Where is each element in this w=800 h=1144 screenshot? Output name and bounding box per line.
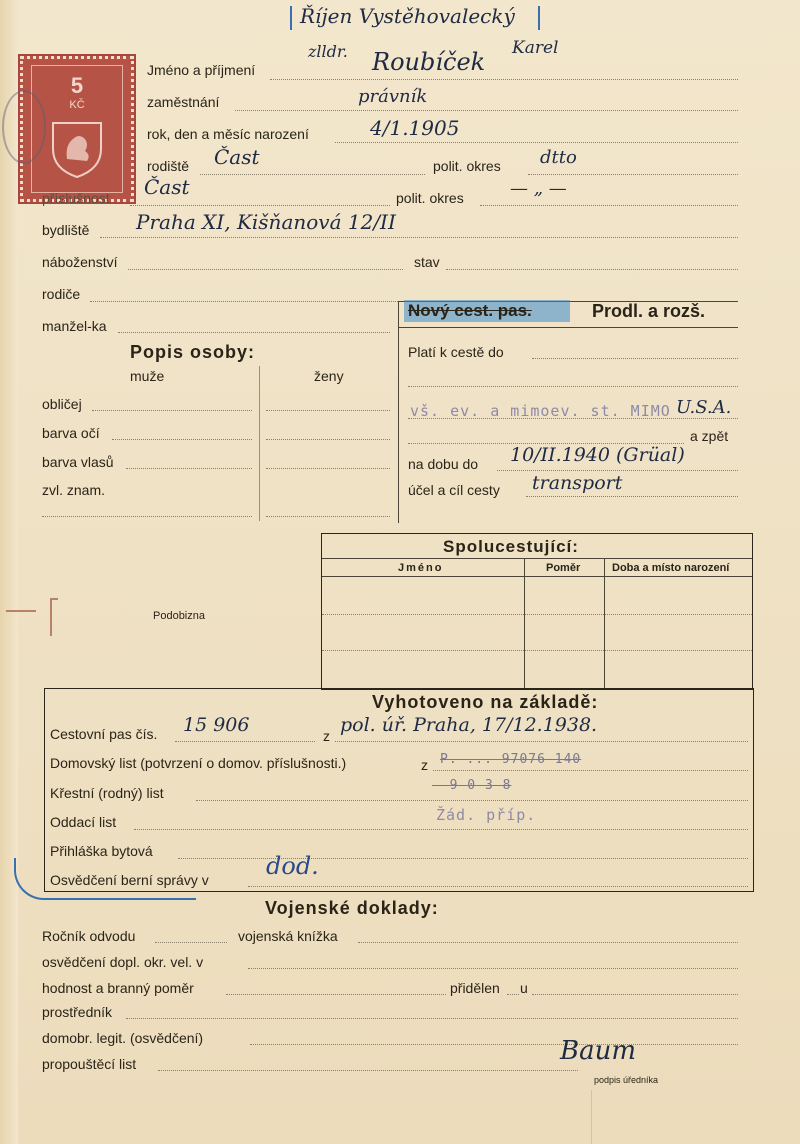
pas-doba-label: na dobu do bbox=[408, 456, 479, 472]
stamp-value: 5 bbox=[70, 73, 84, 98]
voj-pridelen-label: přidělen bbox=[450, 980, 500, 996]
popis-row-vlasu: barva vlasů bbox=[42, 454, 114, 470]
pas-ucel-line bbox=[526, 496, 738, 497]
field-value-bydliste: Praha XI, Kišňanová 12/II bbox=[136, 210, 396, 234]
field-line-okres1 bbox=[528, 174, 738, 175]
staple-marks bbox=[6, 598, 62, 638]
field-label-manzel: manžel-ka bbox=[42, 318, 107, 334]
popis-col-female: ženy bbox=[314, 368, 344, 384]
pas-title-main: Prodl. a rozš. bbox=[592, 301, 706, 321]
field-line-prislusnost bbox=[130, 205, 390, 206]
pas-plati-label: Platí k cestě do bbox=[408, 344, 504, 360]
vyh-suffix-pas: z bbox=[323, 728, 330, 744]
vyh-label-pas: Cestovní pas čís. bbox=[50, 726, 158, 742]
pas-plati-line3 bbox=[408, 418, 738, 419]
pas-title-underline bbox=[398, 327, 738, 328]
spol-row-rule-2 bbox=[322, 650, 752, 651]
pas-doba-line bbox=[497, 470, 738, 471]
popis-title: Popis osoby: bbox=[130, 342, 256, 362]
voj-knizka-line bbox=[358, 942, 738, 943]
popis-line-vlasu-female bbox=[266, 468, 390, 469]
voj-hodnost-label: hodnost a branný poměr bbox=[42, 980, 194, 996]
vyh-label-domovsky: Domovský list (potvrzení o domov. příslušnosti.) bbox=[50, 755, 347, 771]
voj-hodnost-line bbox=[226, 994, 446, 995]
header-brackets bbox=[290, 6, 540, 30]
voj-propousteci-line bbox=[158, 1070, 578, 1071]
pas-plati-line2 bbox=[408, 386, 738, 387]
popis-col-male: muže bbox=[130, 368, 165, 384]
voj-domobr-line bbox=[250, 1044, 738, 1045]
field-label-okres2: polit. okres bbox=[396, 190, 464, 206]
spolucestujici-title: Spolucestující: bbox=[443, 537, 579, 556]
header-given-name: Karel bbox=[512, 38, 559, 58]
vyh-line-berni bbox=[248, 886, 748, 887]
popis-line-znam-female bbox=[266, 516, 390, 517]
pas-doba-value: 10/II.1940 (Grüal) bbox=[510, 444, 685, 466]
pas-title-struck: Nový cest. pas. bbox=[408, 301, 532, 320]
official-signature: Baum bbox=[560, 1036, 637, 1066]
popis-line-vlasu-male bbox=[126, 468, 252, 469]
field-label-okres1: polit. okres bbox=[433, 158, 501, 174]
field-label-prislusnost: příslušnost bbox=[42, 190, 110, 206]
field-label-stav: stav bbox=[414, 254, 440, 270]
field-label-jmeno: Jméno a příjmení bbox=[147, 62, 256, 78]
pas-plati-hand: U.S.A. bbox=[676, 397, 732, 418]
voj-rocnik-label: Ročník odvodu bbox=[42, 928, 136, 944]
field-line-rodiste bbox=[200, 174, 425, 175]
popis-row-oblicej: obličej bbox=[42, 396, 82, 412]
vyh-suffix-value-pas: pol. úř. Praha, 17/12.1938. bbox=[340, 714, 598, 736]
voj-prostrednik-line bbox=[126, 1018, 738, 1019]
pas-left-border bbox=[398, 301, 399, 523]
header-surname: Roubíček bbox=[372, 48, 486, 76]
voj-osvedceni-line bbox=[248, 968, 738, 969]
field-line-stav bbox=[446, 269, 738, 270]
vyh-line-pas-z bbox=[335, 741, 748, 742]
field-value-okres2: — „ — bbox=[510, 178, 567, 199]
pas-zpet-label: a zpět bbox=[690, 428, 729, 444]
voj-knizka-label: vojenská knížka bbox=[238, 928, 338, 944]
field-value-zamestnani: právník bbox=[358, 86, 428, 107]
vojenske-title: Vojenské doklady: bbox=[265, 898, 439, 918]
pas-plati-line bbox=[532, 358, 738, 359]
field-line-jmeno bbox=[270, 79, 738, 80]
popis-line-oblicej-female bbox=[266, 410, 390, 411]
field-line-zamestnani bbox=[235, 110, 738, 111]
field-line-manzel bbox=[118, 332, 390, 333]
field-label-narozeni: rok, den a měsíc narození bbox=[147, 126, 309, 142]
field-value-okres1: dtto bbox=[540, 147, 577, 168]
vyh-line-krestni bbox=[196, 800, 748, 801]
popis-line-oblicej-male bbox=[92, 410, 252, 411]
field-label-bydliste: bydliště bbox=[42, 222, 90, 238]
vyh-value-pas: 15 906 bbox=[183, 714, 250, 736]
fold-crease bbox=[591, 1090, 592, 1144]
voj-osvedceni-label: osvědčení dopl. okr. vel. v bbox=[42, 954, 204, 970]
spol-col-divider-1 bbox=[524, 558, 525, 688]
podobizna-label: Podobizna bbox=[153, 610, 205, 622]
header-prefix: zlldr. bbox=[308, 42, 348, 61]
pas-ucel-value: transport bbox=[532, 472, 623, 494]
field-line-nabozenstvi bbox=[128, 269, 403, 270]
popis-line-oci-female bbox=[266, 439, 390, 440]
field-label-rodiste: rodiště bbox=[147, 158, 190, 174]
vyh-label-berni: Osvědčení berní správy v bbox=[50, 872, 209, 888]
vyh-label-krestni: Křestní (rodný) list bbox=[50, 785, 164, 801]
spol-row-rule-1 bbox=[322, 614, 752, 615]
field-label-zamestnani: zaměstnání bbox=[147, 94, 220, 110]
field-value-narozeni: 4/1.1905 bbox=[370, 116, 460, 140]
vyh-label-prihlaska: Přihláška bytová bbox=[50, 843, 153, 859]
field-line-okres2 bbox=[480, 205, 738, 206]
voj-rocnik-line bbox=[155, 942, 227, 943]
pas-ucel-label: účel a cíl cesty bbox=[408, 482, 500, 498]
paper-edge-left bbox=[0, 0, 18, 1144]
popis-line-znam-male bbox=[42, 516, 252, 517]
spol-col-pomer: Poměr bbox=[546, 562, 581, 574]
stamp-currency: KČ bbox=[69, 99, 85, 111]
vyh-suffix-value-domovsky: P. ... 97076-140 bbox=[440, 752, 582, 767]
vyh-label-oddaci: Oddací list bbox=[50, 814, 117, 830]
voj-domobr-label: domobr. legit. (osvědčení) bbox=[42, 1030, 204, 1046]
popis-divider bbox=[259, 366, 260, 521]
voj-u-line bbox=[532, 994, 738, 995]
vyhotoveno-title: Vyhotoveno na základě: bbox=[372, 692, 599, 712]
vyh-value-berni: dod. bbox=[266, 852, 319, 880]
spol-header-rule bbox=[322, 576, 752, 577]
voj-propousteci-label: propouštěcí list bbox=[42, 1056, 137, 1072]
field-label-nabozenstvi: náboženství bbox=[42, 254, 118, 270]
pas-plati-stamp: vš. ev. a mimoev. st. MIMO bbox=[410, 402, 671, 420]
postmark-circle bbox=[2, 90, 46, 164]
vyh-line-prihlaska bbox=[178, 858, 748, 859]
voj-u-label: u bbox=[520, 980, 528, 996]
vyh-line-domovsky bbox=[433, 770, 748, 771]
spol-col-jmeno: Jméno bbox=[398, 562, 444, 574]
header-handwriting: Říjen Vystěhovalecký bbox=[300, 4, 515, 28]
field-value-prislusnost: Čast bbox=[144, 175, 190, 199]
field-value-rodiste: Čast bbox=[214, 145, 260, 169]
field-label-rodice: rodiče bbox=[42, 286, 81, 302]
lion-emblem-icon bbox=[45, 115, 109, 179]
voj-prostrednik-label: prostředník bbox=[42, 1004, 113, 1020]
vyh-value-oddaci: Žád. příp. bbox=[436, 806, 537, 824]
vyh-line-pas bbox=[175, 741, 315, 742]
vyh-value-krestni: — 9 0 3 8 bbox=[432, 778, 512, 793]
blue-pencil-bracket bbox=[14, 858, 196, 900]
popis-row-oci: barva očí bbox=[42, 425, 100, 441]
popis-line-oci-male bbox=[112, 439, 252, 440]
spol-col-doba: Doba a místo narození bbox=[612, 562, 730, 574]
field-line-bydliste bbox=[100, 237, 738, 238]
vyh-suffix-domovsky: z bbox=[421, 757, 428, 773]
spol-title-rule bbox=[322, 558, 752, 559]
voj-pridelen-line bbox=[507, 994, 519, 995]
spol-col-divider-2 bbox=[604, 558, 605, 688]
signature-caption: podpis úředníka bbox=[594, 1075, 659, 1085]
popis-row-znam: zvl. znam. bbox=[42, 482, 106, 498]
vyh-line-oddaci bbox=[134, 829, 748, 830]
field-line-narozeni bbox=[335, 142, 738, 143]
